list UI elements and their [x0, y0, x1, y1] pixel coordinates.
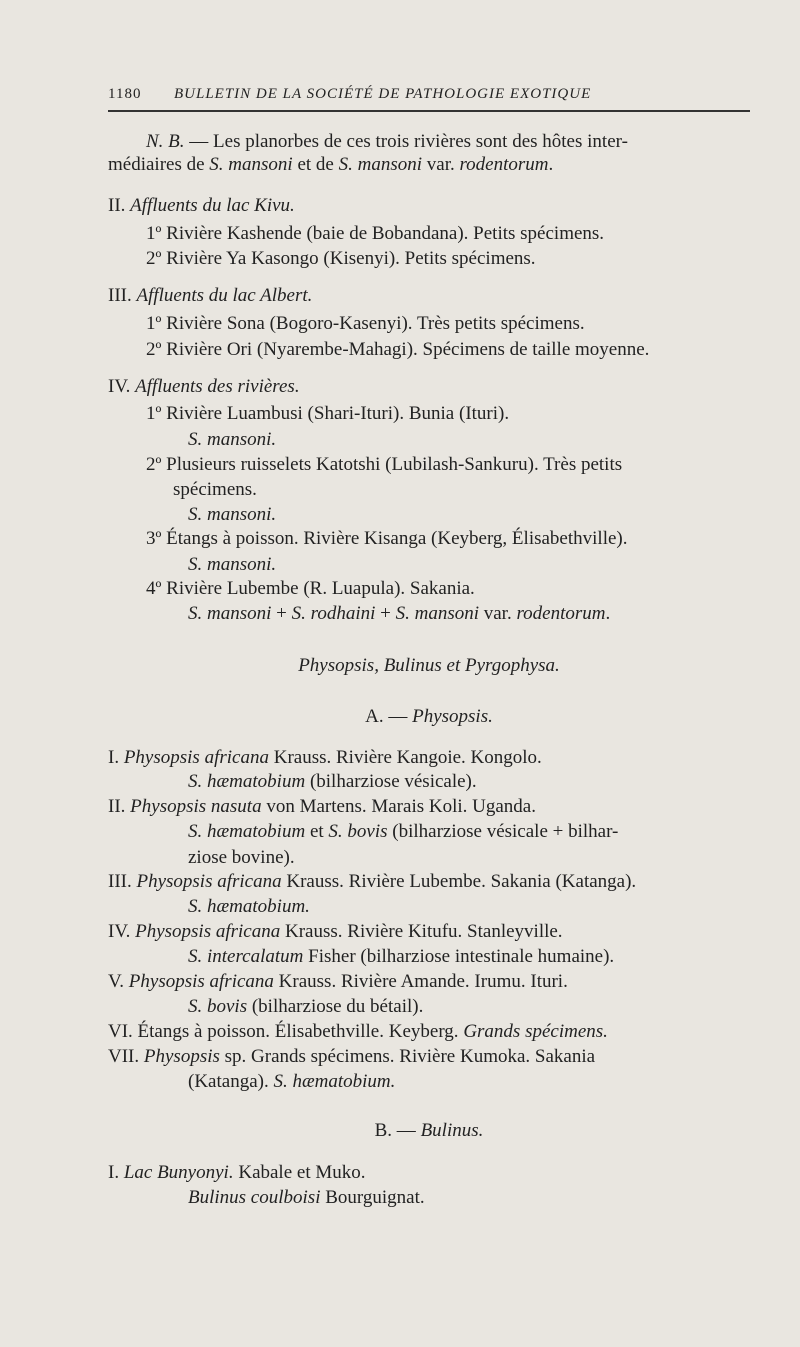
rivieres-item-2-cont: spécimens. [173, 479, 257, 500]
kivu-item-1: 1º Rivière Kashende (baie de Bobandana). Petits spécimens. [146, 223, 605, 244]
physopsis-entry-v-parasite: S. bovis (bilharziose du bétail). [188, 996, 424, 1017]
physopsis-entry-iii: III. Physopsis africana Krauss. Rivière Lubembe. Sakania (Katanga). [108, 871, 637, 892]
albert-item-2: 2º Rivière Ori (Nyarembe-Mahagi). Spécimens de taille moyenne. [146, 339, 650, 360]
nb-line-2: médiaires de S. mansoni et de S. mansoni var. rodentorum. [108, 154, 554, 175]
section-title: Physopsis, Bulinus et Pyrgophysa. [298, 655, 560, 676]
section-albert-heading: III. Affluents du lac Albert. [108, 285, 313, 306]
physopsis-entry-i-parasite: S. hæmatobium (bilharziose vésicale). [188, 771, 477, 792]
rivieres-item-1: 1º Rivière Luambusi (Shari-Ituri). Bunia (Ituri). [146, 403, 510, 424]
physopsis-entry-ii: II. Physopsis nasuta von Martens. Marais Koli. Uganda. [108, 796, 536, 817]
nb-line-1: N. B. — Les planorbes de ces trois rivières sont des hôtes inter- [146, 131, 628, 152]
physopsis-entry-i: I. Physopsis africana Krauss. Rivière Kangoie. Kongolo. [108, 747, 542, 768]
albert-item-1: 1º Rivière Sona (Bogoro-Kasenyi). Très petits spécimens. [146, 313, 585, 334]
physopsis-entry-vi: VI. Étangs à poisson. Élisabethville. Keyberg. Grands spécimens. [108, 1021, 608, 1042]
rivieres-item-2: 2º Plusieurs ruisselets Katotshi (Lubilash-Sankuru). Très petits [146, 454, 623, 475]
rivieres-item-1-species: S. mansoni. [188, 429, 277, 450]
physopsis-entry-ii-parasite-cont: ziose bovine). [188, 847, 295, 868]
page-number: 1180 [108, 86, 142, 102]
bulinus-entry-i-species: Bulinus coulboisi Bourguignat. [188, 1187, 425, 1208]
rivieres-item-4: 4º Rivière Lubembe (R. Luapula). Sakania. [146, 578, 475, 599]
nb-label: N. B. [146, 131, 185, 152]
rivieres-item-4-species: S. mansoni + S. rodhaini + S. mansoni var. rodentorum. [188, 603, 611, 624]
kivu-item-2: 2º Rivière Ya Kasongo (Kisenyi). Petits spécimens. [146, 248, 536, 269]
physopsis-entry-iv-parasite: S. intercalatum Fisher (bilharziose intestinale humaine). [188, 946, 615, 967]
journal-title: BULLETIN DE LA SOCIÉTÉ DE PATHOLOGIE EXOTIQUE [174, 86, 592, 102]
physopsis-entry-vii-cont: (Katanga). S. hæmatobium. [188, 1071, 396, 1092]
physopsis-entry-v: V. Physopsis africana Krauss. Rivière Amande. Irumu. Ituri. [108, 971, 568, 992]
rivieres-item-3: 3º Étangs à poisson. Rivière Kisanga (Keyberg, Élisabethville). [146, 528, 628, 549]
section-kivu-heading: II. Affluents du lac Kivu. [108, 195, 295, 216]
rivieres-item-2-species: S. mansoni. [188, 504, 277, 525]
rivieres-item-3-species: S. mansoni. [188, 554, 277, 575]
physopsis-entry-vii: VII. Physopsis sp. Grands spécimens. Rivière Kumoka. Sakania [108, 1046, 596, 1067]
physopsis-entry-iv: IV. Physopsis africana Krauss. Rivière Kitufu. Stanleyville. [108, 921, 563, 942]
header-rule [108, 110, 750, 112]
subsection-b-heading: B. — Bulinus. [374, 1120, 484, 1141]
section-rivieres-heading: IV. Affluents des rivières. [108, 376, 300, 397]
physopsis-entry-ii-parasite: S. hæmatobium et S. bovis (bilharziose vésicale + bilhar- [188, 821, 619, 842]
subsection-a-heading: A. — Physopsis. [365, 706, 493, 727]
physopsis-entry-iii-parasite: S. hæmatobium. [188, 896, 310, 917]
bulinus-entry-i: I. Lac Bunyonyi. Kabale et Muko. [108, 1162, 366, 1183]
